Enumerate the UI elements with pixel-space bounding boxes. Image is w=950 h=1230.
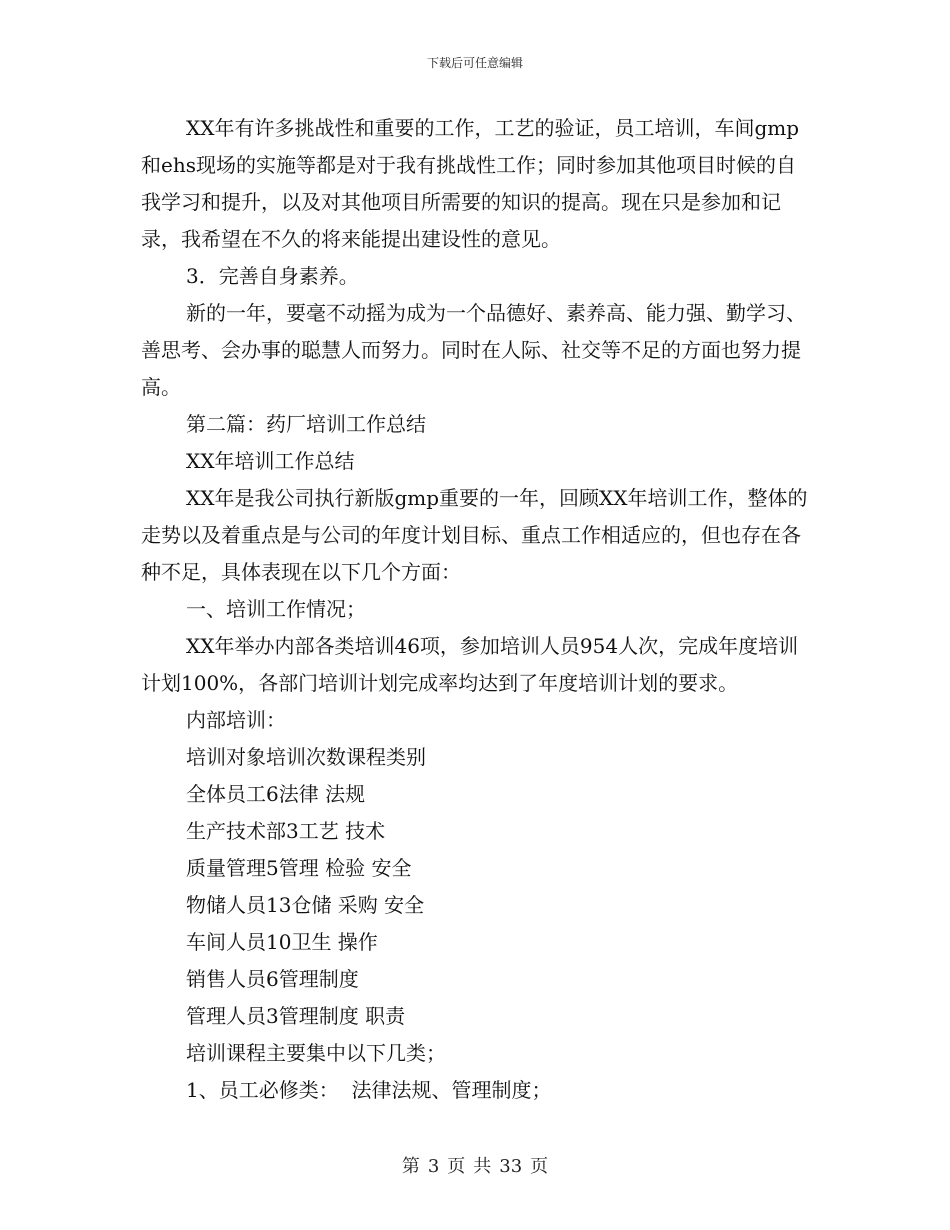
table-row: 销售人员6管理制度 xyxy=(186,967,359,991)
page-number: 3 xyxy=(427,1156,440,1177)
page-header: 下载后可任意编辑 xyxy=(426,56,523,70)
total-pages: 33 xyxy=(499,1156,523,1177)
section-heading: 第二篇：药厂培训工作总结 xyxy=(186,412,426,436)
document-body xyxy=(141,110,809,1109)
table-row: 管理人员3管理制度 职责 xyxy=(186,1004,406,1028)
paragraph: 新的一年，要毫不动摇为成为一个品德好、素养高、能力强、勤学习、善思考、会办事的聪慧人而努力。同时在人际、社交等不足的方面也努力提高。 xyxy=(141,301,806,399)
paragraph: XX年有许多挑战性和重要的工作，工艺的验证，员工培训，车间gmp和ehs现场的实施等都是对于我有挑战性工作；同时参加其他项目时候的自我学习和提升，以及对其他项目所需要的知识的提高。现在只是参加和记录，我希望在不久的将来能提出建设性的意见。 xyxy=(141,116,800,251)
table-row: 质量管理5管理 检验 安全 xyxy=(186,856,412,880)
page-label-pre: 第 xyxy=(401,1156,420,1177)
page-footer xyxy=(0,1152,950,1178)
subheading: 内部培训： xyxy=(186,708,286,732)
table-header-line: 培训对象培训次数课程类别 xyxy=(186,745,426,769)
paragraph: 培训课程主要集中以下几类； xyxy=(186,1041,446,1065)
total-label-post: 页 xyxy=(530,1156,549,1177)
table-row: 物储人员13仓储 采购 安全 xyxy=(186,893,425,917)
list-item: 1、员工必修类： 法律法规、管理制度； xyxy=(186,1078,552,1102)
paragraph: XX年举办内部各类培训46项，参加培训人员954人次，完成年度培训计划100%，各部门培训计划完成率均达到了年度培训计划的要求。 xyxy=(141,634,799,695)
total-label-pre: 共 xyxy=(473,1156,492,1177)
paragraph: 3．完善自身素养。 xyxy=(186,264,359,288)
paragraph: XX年是我公司执行新版gmp重要的一年，回顾XX年培训工作，整体的走势以及着重点是与公司的年度计划目标、重点工作相适应的，但也存在各种不足，具体表现在以下几个方面： xyxy=(141,486,808,584)
table-row: 车间人员10卫生 操作 xyxy=(186,930,378,954)
page-label-mid: 页 xyxy=(447,1156,466,1177)
table-row: 全体员工6法律 法规 xyxy=(186,782,366,806)
document-title: XX年培训工作总结 xyxy=(186,449,355,473)
section-heading: 一、培训工作情况； xyxy=(186,597,366,621)
table-row: 生产技术部3工艺 技术 xyxy=(186,819,386,843)
